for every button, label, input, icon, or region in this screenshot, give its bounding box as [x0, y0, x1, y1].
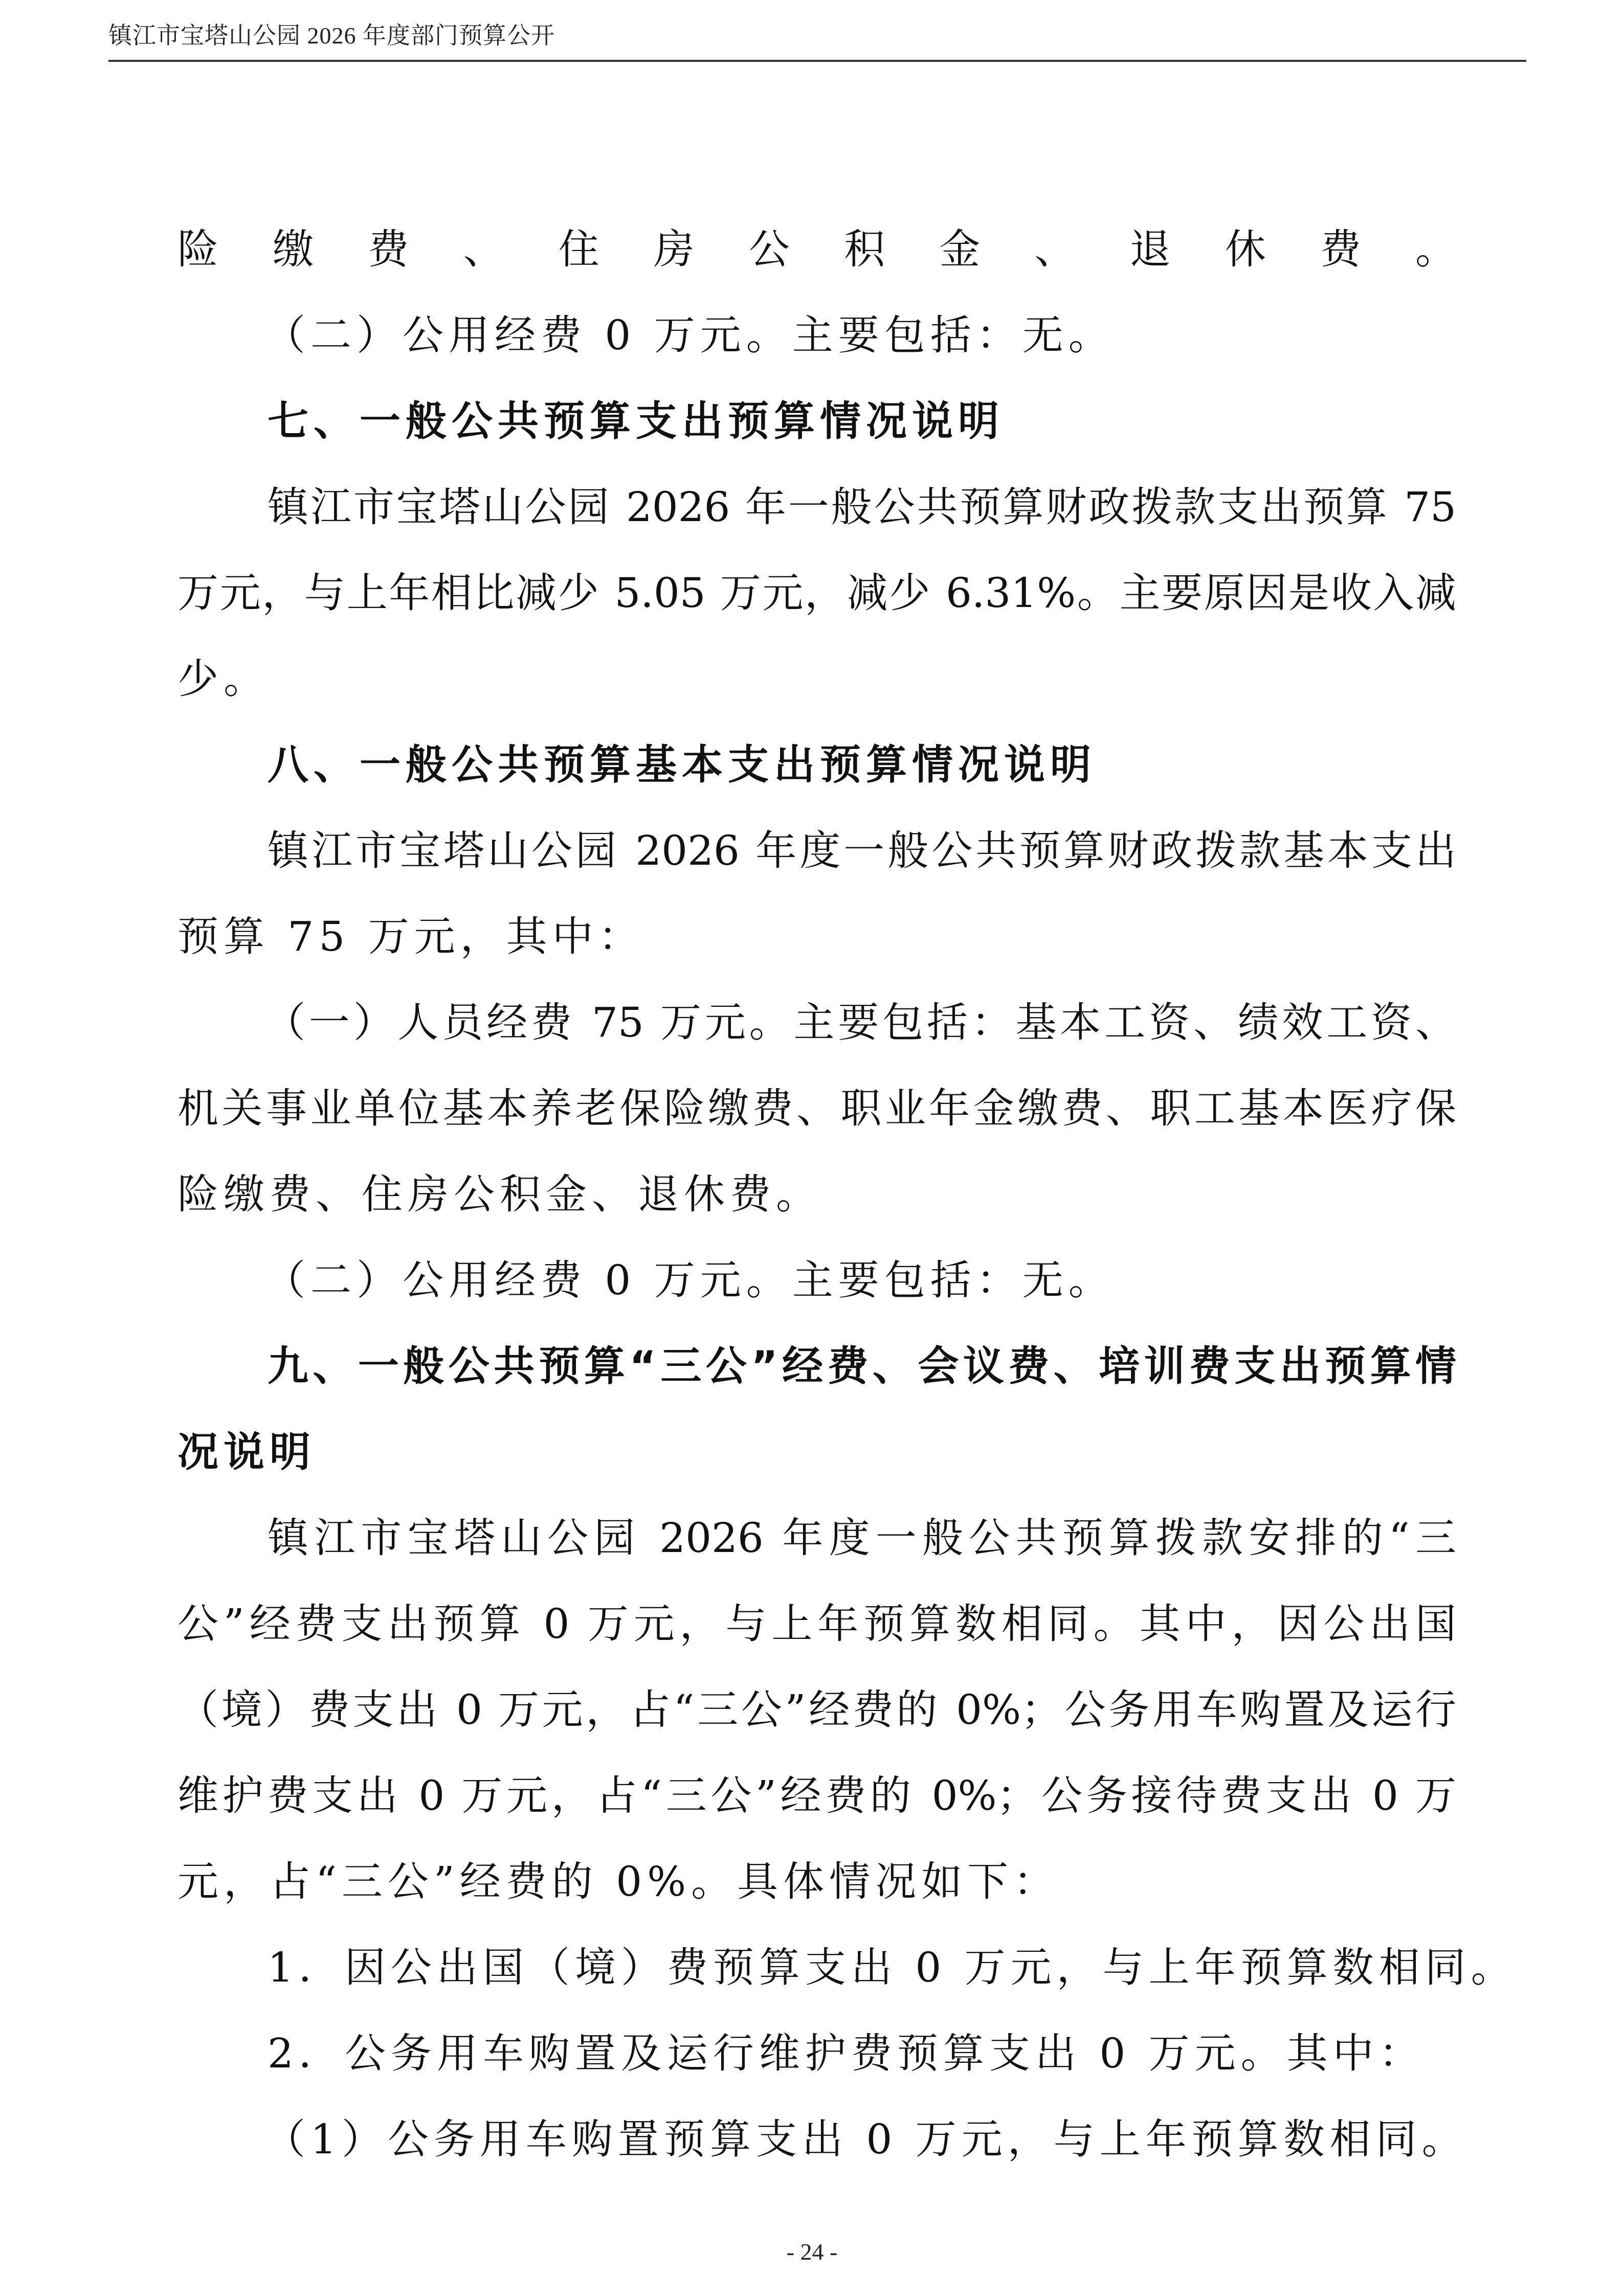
body-line: 镇江市宝塔山公园 2026 年度一般公共预算拨款安排的“三	[268, 1514, 1456, 1562]
section-heading: 九、一般公共预算“三公”经费、会议费、培训费支出预算情	[268, 1342, 1456, 1390]
body-line: （境）费支出 0 万元，占“三公”经费的 0%；公务用车购置及运行	[177, 1686, 1456, 1734]
body-line: 机关事业单位基本养老保险缴费、职业年金缴费、职工基本医疗保	[177, 1085, 1456, 1132]
body-line: 少。	[177, 655, 270, 703]
body-line: （一）人员经费 75 万元。主要包括：基本工资、绩效工资、	[264, 999, 1456, 1046]
body-line: （二）公用经费 0 万元。主要包括：无。	[264, 311, 1115, 359]
body-line: 元，占“三公”经费的 0%。具体情况如下：	[177, 1858, 1060, 1905]
body-line: （二）公用经费 0 万元。主要包括：无。	[264, 1256, 1115, 1304]
body-line: 维护费支出 0 万元，占“三公”经费的 0%；公务接待费支出 0 万	[177, 1772, 1456, 1819]
body-line: 险缴费、住房公积金、退休费。	[177, 1170, 822, 1218]
list-item: 1．因公出国（境）费预算支出 0 万元，与上年预算数相同。	[268, 1944, 1517, 1991]
page-number: - 24 -	[786, 2239, 838, 2265]
body-line: 公”经费支出预算 0 万元，与上年预算数相同。其中，因公出国	[177, 1600, 1456, 1648]
body-line: 万元，与上年相比减少 5.05 万元，减少 6.31%。主要原因是收入减	[177, 569, 1456, 617]
list-item: 2．公务用车购置及运行维护费预算支出 0 万元。其中：	[268, 2030, 1425, 2077]
list-subitem: （1）公务用车购置预算支出 0 万元，与上年预算数相同。	[264, 2115, 1468, 2163]
section-heading: 八、一般公共预算基本支出预算情况说明	[268, 741, 1096, 789]
running-header: 镇江市宝塔山公园 2026 年度部门预算公开	[108, 22, 555, 49]
body-line: 险缴费、住房公积金、退休费。	[177, 226, 1456, 273]
body-line: 预算 75 万元，其中：	[177, 913, 644, 960]
body-line: 镇江市宝塔山公园 2026 年一般公共预算财政拨款支出预算 75	[268, 483, 1456, 531]
header-rule	[108, 60, 1526, 62]
section-heading: 七、一般公共预算支出预算情况说明	[268, 397, 1004, 445]
document-body	[177, 207, 1517, 2182]
section-heading-continued: 况说明	[177, 1428, 316, 1476]
body-line: 镇江市宝塔山公园 2026 年度一般公共预算财政拨款基本支出	[268, 827, 1456, 874]
